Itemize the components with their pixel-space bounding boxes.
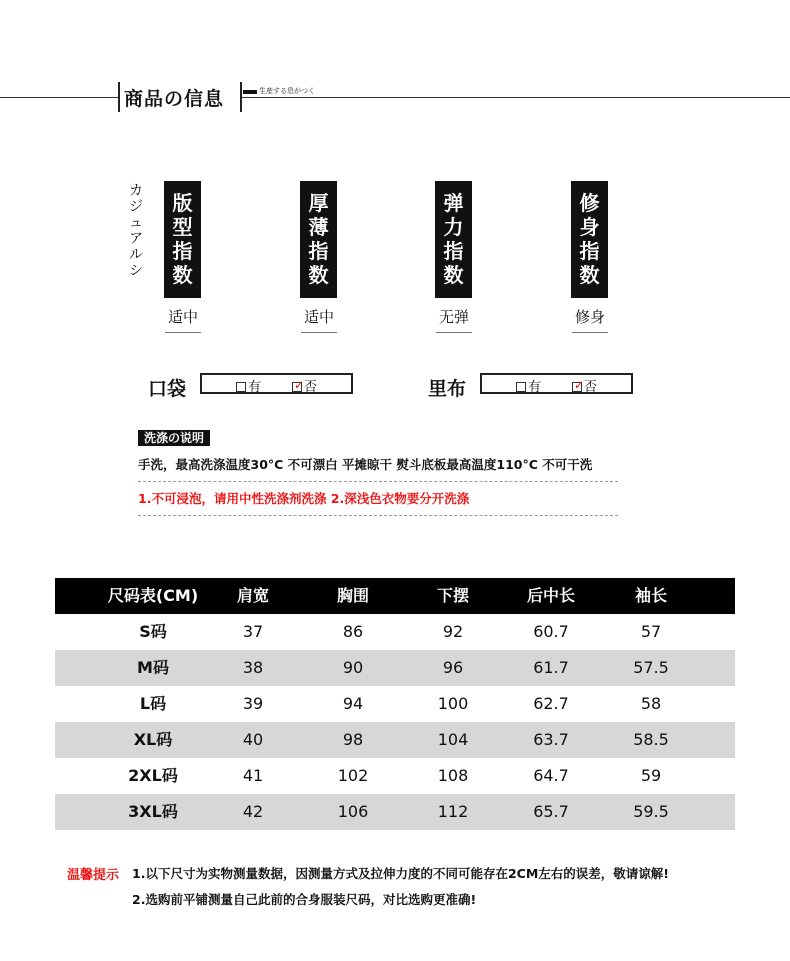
slim-index-underline: [572, 332, 608, 333]
checkbox-empty-icon: [516, 382, 526, 392]
table-cell: 59: [640, 766, 662, 785]
table-row: [55, 686, 735, 722]
table-cell: 61.7: [533, 658, 569, 677]
side-char: ル: [129, 247, 143, 263]
index-char: 版: [172, 191, 193, 215]
tip-compare-size: 2.选购前平铺测量自己此前的合身服装尺码，对比选购更准确!: [132, 892, 477, 907]
table-cell: 63.7: [533, 730, 569, 749]
lining-label: 里布: [428, 378, 467, 400]
table-cell: 108: [437, 766, 469, 785]
table-cell: 2XL码: [128, 766, 178, 785]
header-cell: 后中长: [526, 586, 575, 605]
header-cell: 肩宽: [236, 586, 269, 605]
dashed-divider: [138, 515, 618, 516]
table-cell: 37: [242, 622, 264, 641]
table-cell: 92: [442, 622, 464, 641]
fit-index-underline: [165, 332, 201, 333]
table-cell: 64.7: [533, 766, 569, 785]
pocket-label: 口袋: [148, 378, 187, 400]
table-cell: S码: [139, 622, 167, 641]
table-row: [55, 758, 735, 794]
table-cell: L码: [139, 694, 167, 713]
checkbox-checked-icon: ✓: [294, 378, 305, 392]
table-cell: 106: [337, 802, 369, 821]
index-char: 指: [443, 239, 464, 263]
lining-options: [480, 373, 633, 394]
index-char: 力: [443, 215, 464, 239]
fit-index-label: [164, 181, 201, 298]
tagline-bar: [243, 90, 257, 94]
table-cell: 59.5: [633, 802, 669, 821]
checkbox-empty-icon: [236, 382, 246, 392]
elasticity-index-underline: [436, 332, 472, 333]
fit-index-value: 适中: [167, 308, 198, 326]
lining-option-yes: [516, 376, 541, 395]
slim-index-value: 修身: [574, 308, 605, 326]
slim-index-label: [571, 181, 608, 298]
table-cell: 65.7: [533, 802, 569, 821]
option-label: 有: [248, 380, 262, 395]
side-char: ュ: [129, 215, 143, 231]
index-char: 修: [579, 191, 600, 215]
lining-option-no: [572, 376, 597, 395]
table-cell: 42: [242, 802, 264, 821]
table-cell: 3XL码: [128, 802, 178, 821]
table-cell: 102: [337, 766, 369, 785]
table-cell: 94: [342, 694, 364, 713]
tips-label: 温馨提示: [67, 868, 120, 883]
pocket-option-yes: [236, 376, 261, 395]
size-table: [55, 578, 735, 830]
wash-title: 洗涤の说明: [138, 430, 210, 446]
index-char: 数: [308, 263, 329, 287]
header-cell: 胸围: [336, 586, 369, 605]
thickness-index-label: [300, 181, 337, 298]
table-cell: 104: [437, 730, 469, 749]
elasticity-index-value: 无弹: [438, 308, 469, 326]
header-cell: 袖长: [634, 586, 667, 605]
table-cell: 58: [640, 694, 662, 713]
index-char: 身: [579, 215, 600, 239]
header-cell: 下摆: [436, 586, 469, 605]
index-char: 指: [172, 239, 193, 263]
table-cell: 96: [442, 658, 464, 677]
table-cell: 60.7: [533, 622, 569, 641]
index-char: 数: [443, 263, 464, 287]
header-rule-right: [240, 97, 790, 98]
table-row: [55, 614, 735, 650]
header-rule-left: [0, 97, 118, 98]
table-cell: 86: [342, 622, 364, 641]
wash-warning: 1.不可浸泡，请用中性洗涤剂洗涤 2.深浅色衣物要分开洗涤: [138, 491, 470, 506]
tagline: 生産する息がつく: [259, 87, 315, 95]
page-title: 商品の信息: [124, 88, 225, 110]
dashed-divider: [138, 481, 618, 482]
table-cell: 112: [437, 802, 469, 821]
table-row: [55, 650, 735, 686]
index-char: 指: [308, 239, 329, 263]
elasticity-index-label: [435, 181, 472, 298]
table-cell: 41: [242, 766, 264, 785]
table-header: [55, 578, 735, 614]
table-cell: 98: [342, 730, 364, 749]
tip-measurement-error: 1.以下尺寸为实物测量数据，因测量方式及拉伸力度的不同可能存在2CM左右的误差，敬请谅解!: [132, 866, 669, 881]
wash-instructions: 手洗，最高洗涤温度30°C 不可漂白 平摊晾干 熨斗底板最高温度110°C 不可干洗: [138, 457, 593, 472]
table-cell: M码: [137, 658, 169, 677]
side-char: ジ: [129, 199, 143, 215]
side-char: シ: [129, 263, 143, 279]
index-char: 型: [172, 215, 193, 239]
index-char: 数: [172, 263, 193, 287]
side-vertical-label: [128, 183, 144, 279]
pocket-option-no: [292, 376, 317, 395]
thickness-index-underline: [301, 332, 337, 333]
index-char: 数: [579, 263, 600, 287]
table-row: [55, 794, 735, 830]
index-char: 薄: [308, 215, 329, 239]
table-cell: 57.5: [633, 658, 669, 677]
table-cell: 62.7: [533, 694, 569, 713]
index-char: 弹: [443, 191, 464, 215]
table-row: [55, 722, 735, 758]
table-cell: 39: [242, 694, 264, 713]
table-cell: 57: [640, 622, 662, 641]
table-cell: XL码: [133, 730, 173, 749]
table-cell: 58.5: [633, 730, 669, 749]
thickness-index-value: 适中: [303, 308, 334, 326]
option-label: 否: [304, 380, 318, 395]
checkbox-checked-icon: ✓: [574, 378, 585, 392]
table-cell: 100: [437, 694, 469, 713]
header-cell: 尺码表(CM): [107, 586, 199, 605]
option-label: 否: [584, 380, 598, 395]
table-cell: 40: [242, 730, 264, 749]
option-label: 有: [528, 380, 542, 395]
side-char: カ: [129, 183, 143, 199]
index-char: 指: [579, 239, 600, 263]
table-cell: 90: [342, 658, 364, 677]
index-char: 厚: [308, 191, 329, 215]
table-cell: 38: [242, 658, 264, 677]
side-char: ア: [129, 231, 143, 247]
pocket-options: [200, 373, 353, 394]
